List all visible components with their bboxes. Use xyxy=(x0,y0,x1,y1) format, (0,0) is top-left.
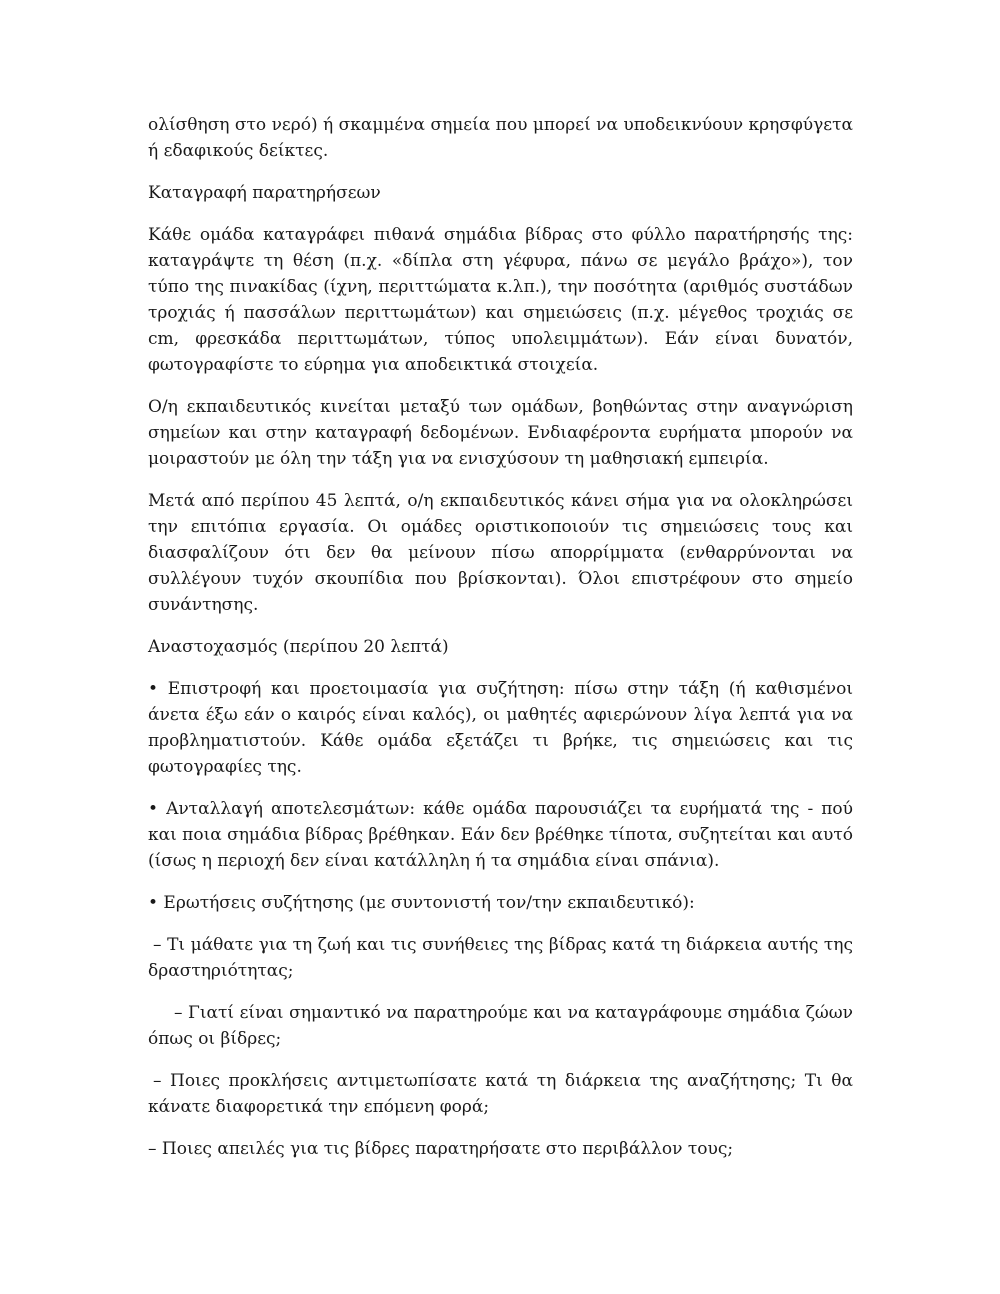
paragraph-teacher-role: Ο/η εκπαιδευτικός κινείται μεταξύ των ομάδων, βοηθώντας στην αναγνώριση σημείων και στην καταγραφή δεδομένων. Ενδιαφέροντα ευρήματα μπορούν να μοιραστούν με όλη την τάξη για να ενισχύσουν τη μαθησιακή εμπειρία. xyxy=(148,397,853,469)
paragraph-habitat-signs: ολίσθηση στο νερό) ή σκαμμένα σημεία που μπορεί να υποδεικνύουν κρησφύγετα ή εδαφικούς δείκτες. xyxy=(148,115,853,161)
bullet-return-discussion: • Επιστροφή και προετοιμασία για συζήτηση: πίσω στην τάξη (ή καθισμένοι άνετα έξω εάν ο καιρός είναι καλός), οι μαθητές αφιερώνουν λίγα λεπτά για να προβληματιστούν. Κάθε ομάδα εξετάζει τι βρήκε, τις σημειώσεις και τις φωτογραφίες της. xyxy=(148,679,853,777)
question-challenges: – Ποιες προκλήσεις αντιμετωπίσατε κατά τη διάρκεια της αναζήτησης; Τι θα κάνατε διαφορετικά την επόμενη φορά; xyxy=(148,1071,853,1117)
section-heading-reflection: Αναστοχασμός (περίπου 20 λεπτά) xyxy=(148,637,449,657)
bullet-share-results: • Ανταλλαγή αποτελεσμάτων: κάθε ομάδα παρουσιάζει τα ευρήματά της - πού και ποια σημάδια βίδρας βρέθηκαν. Εάν δεν βρέθηκε τίποτα, συζητείται και αυτό (ίσως η περιοχή δεν είναι κατάλληλη ή τα σημάδια είναι σπάνια). xyxy=(148,799,853,871)
question-why-important: – Γιατί είναι σημαντικό να παρατηρούμε και να καταγράφουμε σημάδια ζώων όπως οι βίδρες; xyxy=(148,1003,853,1049)
question-what-learned: – Τι μάθατε για τη ζωή και τις συνήθειες της βίδρας κατά τη διάρκεια αυτής της δραστηριότητας; xyxy=(148,935,853,981)
bullet-discussion-questions: • Ερωτήσεις συζήτησης (με συντονιστή τον/την εκπαιδευτικό): xyxy=(148,893,695,913)
document-page xyxy=(148,112,853,1178)
question-threats: – Ποιες απειλές για τις βίδρες παρατηρήσατε στο περιβάλλον τους; xyxy=(148,1139,734,1159)
section-heading-recording: Καταγραφή παρατηρήσεων xyxy=(148,183,381,203)
paragraph-wrap-up: Μετά από περίπου 45 λεπτά, ο/η εκπαιδευτικός κάνει σήμα για να ολοκληρώσει την επιτόπια εργασία. Οι ομάδες οριστικοποιούν τις σημειώσεις τους και διασφαλίζουν ότι δεν θα μείνουν πίσω απορρίμματα (ενθαρρύνονται να συλλέγουν τυχόν σκουπίδια που βρίσκονται). Όλοι επιστρέφουν στο σημείο συνάντησης. xyxy=(148,491,853,615)
paragraph-recording: Κάθε ομάδα καταγράφει πιθανά σημάδια βίδρας στο φύλλο παρατήρησής της: καταγράψτε τη θέση (π.χ. «δίπλα στη γέφυρα, πάνω σε μεγάλο βράχο»), τον τύπο της πινακίδας (ίχνη, περιττώματα κ.λπ.), την ποσότητα (αριθμός συστάδων τροχιάς ή πασσάλων περιττωμάτων) και σημειώσεις (π.χ. μέγεθος τροχιάς σε cm, φρεσκάδα περιττωμάτων, τύπος υπολειμμάτων). Εάν είναι δυνατόν, φωτογραφίστε το εύρημα για αποδεικτικά στοιχεία. xyxy=(148,225,853,375)
